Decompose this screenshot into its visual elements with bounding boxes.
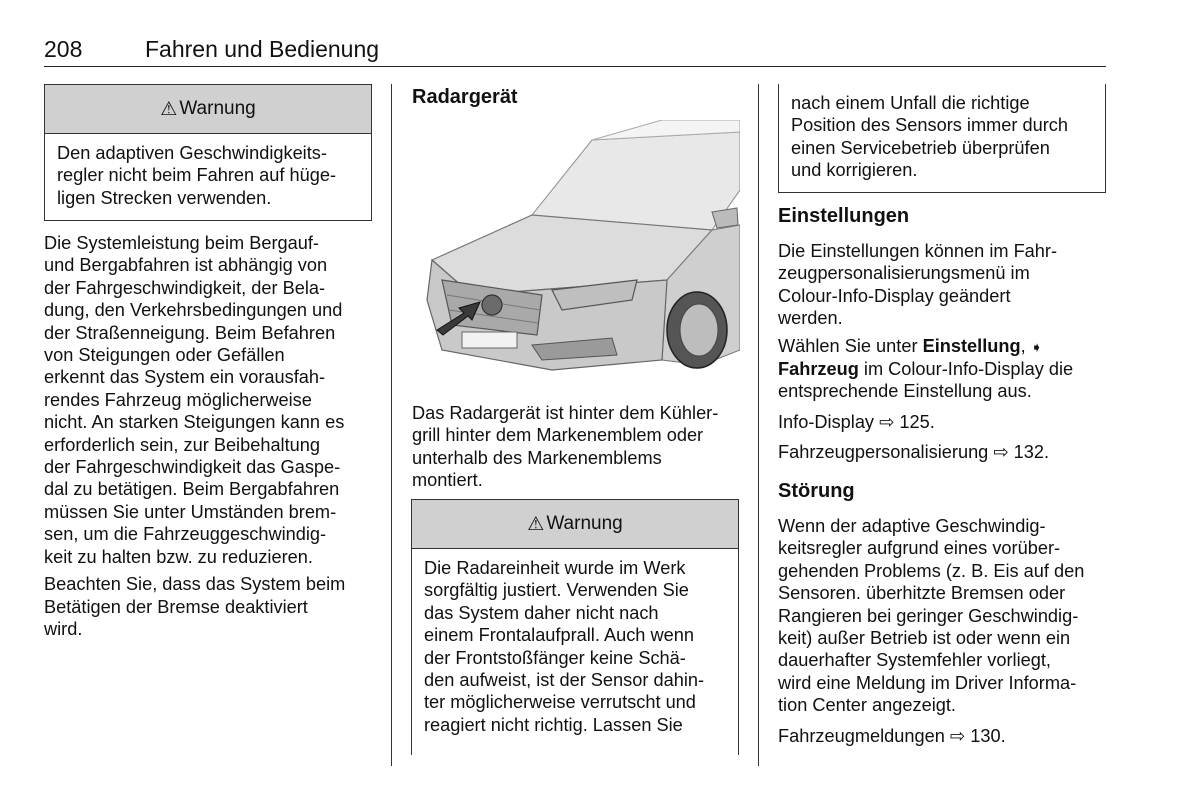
page-title: Fahren und Bedienung xyxy=(145,36,380,62)
warning-text: Den adaptiven Geschwindigkeits-regler nicht beim Fahren auf hüge-ligen Strecken verwenden. xyxy=(57,143,337,208)
warning-header xyxy=(412,500,738,549)
warning-text: nach einem Unfall die richtige Position des Sensors immer durch einen Servicebetrieb überprüfen und korrigieren. xyxy=(791,93,1068,181)
warning-box-continued xyxy=(778,84,1106,193)
section-heading-fault: Störung xyxy=(778,480,855,502)
settings-select-paragraph: Wählen Sie unter Einstellung, ➧ Fahrzeug im Colour-Info-Display die entsprechende Einstellung aus. xyxy=(778,335,1074,402)
warning-title: Warnung xyxy=(179,98,256,119)
settings-body xyxy=(778,240,1108,469)
warning-header xyxy=(45,85,371,134)
car-drawing xyxy=(412,120,740,385)
warning-text: Die Radareinheit wurde im Werk sorgfältig justiert. Verwenden Sie das System daher nicht nach einem Frontalaufprall. Auch wenn der Frontstoßfänger keine Schä- den aufweist, ist der Sensor dahin- ter möglicherweise verrutscht und reagiert nicht richtig. Lassen Sie xyxy=(424,558,705,735)
warning-title: Warnung xyxy=(546,513,623,534)
car-front-illustration xyxy=(412,120,740,385)
section-heading-settings: Einstellungen xyxy=(778,205,910,227)
page-reference-icon: ⇨ xyxy=(993,442,1009,463)
reference-info-display[interactable]: Info-Display ⇨ 125. xyxy=(778,411,935,432)
paragraph-brake: Beachten Sie, dass das System beim Betätigen der Bremse deaktiviert wird. xyxy=(44,574,346,639)
radar-caption: Das Radargerät ist hinter dem Kühler- grill hinter dem Markenemblem oder unterhalb des Markenemblems montiert. xyxy=(412,403,719,491)
reference-vehicle-messages[interactable]: Fahrzeugmeldungen ⇨ 130. xyxy=(778,725,1006,746)
paragraph-slope: Die Systemleistung beim Bergauf- und Bergabfahren ist abhängig von der Fahrgeschwindigkeit, der Bela- dung, den Verkehrsbedingungen und der Straßenneigung. Beim Befahren von Steigungen oder Gefällen erkennt das System ein vorausfah- rendes Fahrzeug möglicherweise nicht. An starken Steigungen kann es erforderlich sein, zur Beibehaltung der Fahrgeschwindigkeit das Gaspe- dal zu betätigen. Beim Bergabfahren müssen Sie unter Umständen brem- sen, um die Fahrzeuggeschwindig- keit zu halten bzw. zu reduzieren. xyxy=(44,233,345,567)
page-header xyxy=(44,36,1106,67)
warning-box-2 xyxy=(411,499,739,755)
page-reference-icon: ⇨ xyxy=(879,411,895,432)
reference-vehicle-personalization[interactable]: Fahrzeugpersonalisierung ⇨ 132. xyxy=(778,442,1050,463)
warning-box-1 xyxy=(44,84,372,221)
warning-triangle-icon: ⚠ xyxy=(160,98,178,120)
column-1-body xyxy=(44,232,374,645)
fault-paragraph: Wenn der adaptive Geschwindig- keitsregler aufgrund eines vorüber- gehenden Problems (z. B. Eis auf den Sensoren. überhitzte Bremsen oder Rangieren bei geringer Geschwindig- keit) außer Betrieb ist oder wenn ein dauerhafter Systemfehler vorliegt, wird eine Meldung im Driver Informa- tion Center angezeigt. xyxy=(778,516,1085,716)
menu-arrow-icon: ➧ xyxy=(1030,338,1043,355)
warning-triangle-icon: ⚠ xyxy=(527,513,545,535)
column-divider-2 xyxy=(758,84,759,766)
settings-paragraph: Die Einstellungen können im Fahr- zeugpersonalisierungsmenü im Colour-Info-Display geändert werden. xyxy=(778,241,1058,329)
fault-body xyxy=(778,515,1108,752)
page-reference-icon: ⇨ xyxy=(949,725,966,746)
page-number: 208 xyxy=(44,36,83,62)
section-heading-radar: Radargerät xyxy=(412,86,518,108)
column-divider-1 xyxy=(391,84,392,766)
